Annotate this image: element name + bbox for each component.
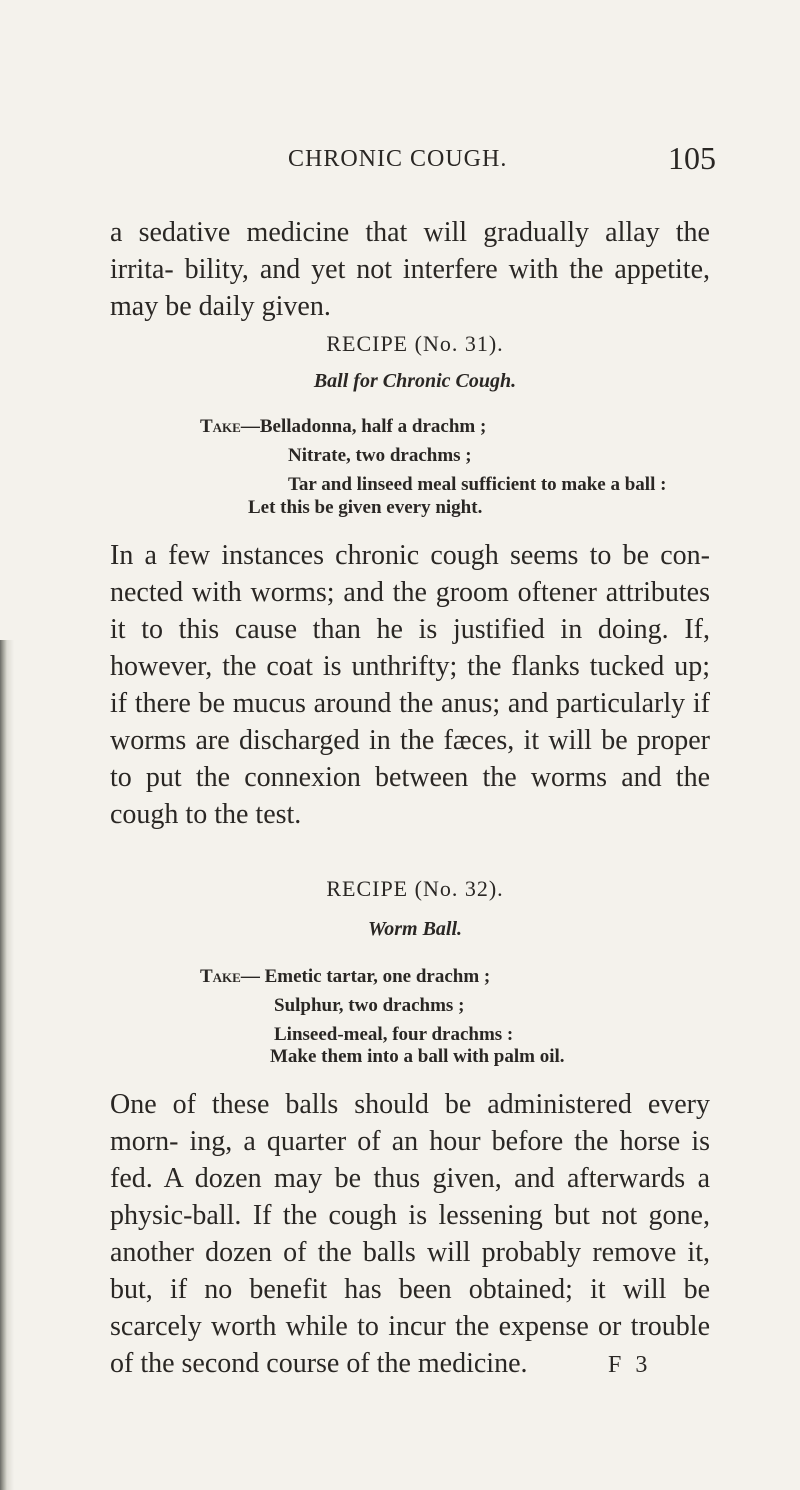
ingredient-line: Tar and linseed meal sufficient to make a ball : [288, 474, 667, 495]
ingredient-line: Take—Belladonna, half a drachm ; [200, 416, 487, 437]
recipe-32-direction: Make them into a ball with palm oil. [270, 1046, 565, 1067]
ingredient-line: Nitrate, two drachms ; [288, 445, 472, 466]
page-number: 105 [668, 140, 716, 176]
recipe-32-subtitle: Worm Ball. [367, 918, 463, 940]
paragraph-3: One of these balls should be administered every morn- ing, a quarter of an hour before the horse is fed. A dozen may be thus given, and afterwards a physic-ball. If the cough is lessening but not gone, another dozen of the balls will probably remove it, but, if no benefit has been obtained; it will be scarcely worth while to incur the expense or trouble of the second course of the medicine. [110, 1089, 710, 1379]
page-header [0, 140, 800, 180]
recipe-31-subtitle: Ball for Chronic Cough. [313, 370, 517, 392]
ingredient-line: Sulphur, two drachms ; [274, 995, 465, 1016]
recipe-32-ingredients [200, 962, 760, 1049]
ingredient-line: Take— Emetic tartar, one drachm ; [200, 966, 491, 987]
recipe-32-title: RECIPE (No. 32). [326, 876, 504, 901]
recipe-31-title: RECIPE (No. 31). [326, 331, 504, 356]
recipe-31-ingredients [200, 412, 760, 499]
paragraph-2: In a few instances chronic cough seems to be con- nected with worms; and the groom oftener attributes it to this cause than he is justified in doing. If, however, the coat is unthrifty; the flanks tucked up; if there be mucus around the anus; and particularly if worms are discharged in the fæces, it will be proper to put the connexion between the worms and the cough to the test. [110, 540, 710, 830]
paragraph-1: a sedative medicine that will gradually allay the irrita- bility, and yet not interfere with the appetite, may be daily given. [110, 217, 710, 322]
signature-mark: F 3 [608, 1352, 652, 1378]
recipe-31-direction: Let this be given every night. [248, 497, 483, 518]
running-head: CHRONIC COUGH. [288, 146, 508, 172]
page-edge-shadow [0, 640, 14, 1490]
ingredient-line: Linseed-meal, four drachms : [274, 1024, 514, 1045]
